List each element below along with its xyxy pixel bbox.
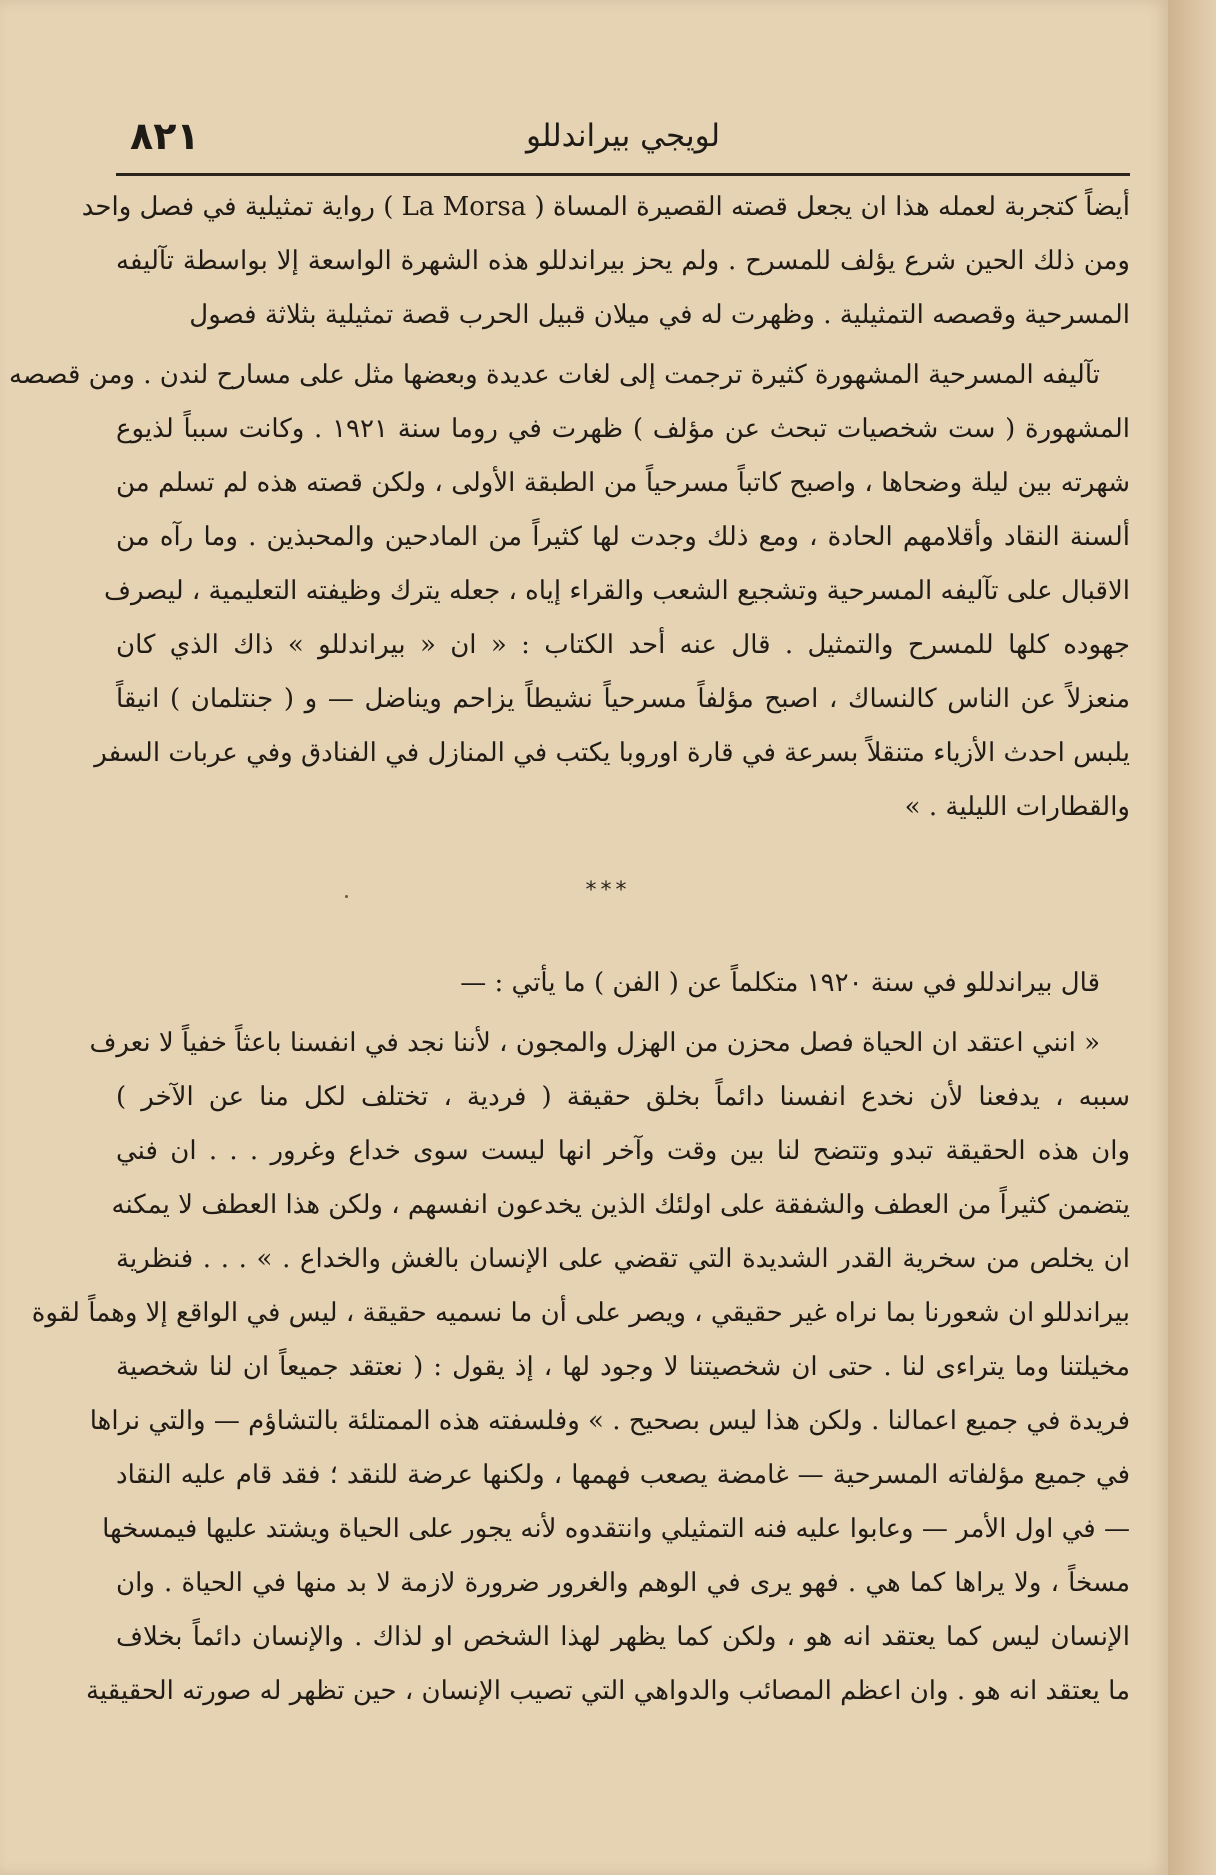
text-line: منعزلاً عن الناس كالنساك ، اصبح مؤلفاً مسرحياً نشيطاً يزاحم ويناضل — و ( جنتلمان ) انيقاً <box>116 684 1130 714</box>
text-line: تآليفه المسرحية المشهورة كثيرة ترجمت إلى لغات عديدة وبعضها مثل على مسارح لندن . ومن قصصه <box>8 360 1100 390</box>
text-line: المشهورة ( ست شخصيات تبحث عن مؤلف ) ظهرت في روما سنة ١٩٢١ . وكانت سبباً لذيوع <box>116 414 1130 444</box>
text-line: وان هذه الحقيقة تبدو وتتضح لنا بين وقت وآخر انها ليست سوى خداع وغرور . . . ان فني <box>116 1136 1130 1166</box>
text-line: شهرته بين ليلة وضحاها ، واصبح كاتباً مسرحياً من الطبقة الأولى ، ولكن قصته هذه لم تسلم من <box>116 468 1130 498</box>
text-line: مخيلتنا وما يتراءى لنا . حتى ان شخصيتنا لا وجود لها ، إذ يقول : ( نعتقد جميعاً ان لنا شخصية <box>116 1352 1130 1382</box>
running-title: لويجي بيراندللو <box>525 118 721 154</box>
book-gutter-edge <box>1168 0 1216 1875</box>
header-rule <box>116 173 1130 176</box>
text-line: يلبس احدث الأزياء متنقلاً بسرعة في قارة اوروبا يكتب في المنازل في الفنادق وفي عربات السفر <box>94 738 1130 768</box>
text-line: ان يخلص من سخرية القدر الشديدة التي تقضي على الإنسان بالغش والخداع . » . . . فنظرية <box>116 1244 1130 1274</box>
page-header <box>116 108 1130 168</box>
page-number: ٨٢١ <box>130 114 200 158</box>
text-line: يتضمن كثيراً من العطف والشفقة على اولئك الذين يخدعون انفسهم ، ولكن هذا العطف لا يمكنه <box>111 1190 1130 1220</box>
text-line: « انني اعتقد ان الحياة فصل محزن من الهزل والمجون ، لأننا نجد في انفسنا باعثاً خفياً لا نعرف <box>89 1028 1100 1058</box>
text-line: بيراندللو ان شعورنا بما نراه غير حقيقي ، ويصر على أن ما نسميه حقيقة ، ليس في الواقع إلا وهماً لقوة <box>31 1298 1130 1328</box>
text-line: أيضاً كتجربة لعمله هذا ان يجعل قصته القصيرة المساة ( La Morsa ) رواية تمثيلية في فصل واحد <box>81 192 1130 222</box>
text-line: سببه ، يدفعنا لأن نخدع انفسنا دائماً بخلق حقيقة ( فردية ، تختلف لكل منا عن الآخر ) <box>116 1082 1130 1112</box>
text-line: ألسنة النقاد وأقلامهم الحادة ، ومع ذلك وجدت لها كثيراً من المادحين والمحبذين . وما رآه من <box>116 522 1130 552</box>
text-line: جهوده كلها للمسرح والتمثيل . قال عنه أحد الكتاب : « ان « بيراندللو » ذاك الذي كان <box>116 630 1130 660</box>
text-line: ما يعتقد انه هو . وان اعظم المصائب والدواهي التي تصيب الإنسان ، حين تظهر له صورته الحقيقية <box>85 1676 1130 1706</box>
text-line: — في اول الأمر — وعابوا عليه فنه التمثيلي وانتقدوه لأنه يجور على الحياة ويشتد عليها فيمسخها <box>102 1514 1130 1544</box>
paragraph-3 <box>116 956 1130 1010</box>
paragraph-1 <box>81 180 1130 342</box>
text-line: قال بيراندللو في سنة ١٩٢٠ متكلماً عن ( الفن ) ما يأتي : — <box>460 968 1100 998</box>
text-line: والقطارات الليلية . » <box>904 792 1130 822</box>
section-separator: *** <box>585 878 631 903</box>
text-line: الإنسان ليس كما يعتقد انه هو ، ولكن كما يظهر لهذا الشخص او لذاك . والإنسان دائماً بخلاف <box>116 1622 1130 1652</box>
paragraph-4 <box>31 1016 1130 1718</box>
text-line: ومن ذلك الحين شرع يؤلف للمسرح . ولم يحز بيراندللو هذه الشهرة الواسعة إلا بواسطة تآليفه <box>116 246 1130 276</box>
paragraph-2 <box>8 348 1130 834</box>
text-line: في جميع مؤلفاته المسرحية — غامضة يصعب فهمها ، ولكنها عرضة للنقد ؛ فقد قام عليه النقاد <box>116 1460 1130 1490</box>
text-line: مسخاً ، ولا يراها كما هي . فهو يرى في الوهم والغرور ضرورة لازمة لا بد منها في الحياة . وان <box>116 1568 1130 1598</box>
text-line: فريدة في جميع اعمالنا . ولكن هذا ليس بصحيح . » وفلسفته هذه الممتلئة بالتشاؤم — والتي نراها <box>89 1406 1130 1436</box>
text-line: المسرحية وقصصه التمثيلية . وظهرت له في ميلان قبيل الحرب قصة تمثيلية بثلاثة فصول <box>189 300 1130 330</box>
text-line: الاقبال على تآليفه المسرحية وتشجيع الشعب والقراء إياه ، جعله يترك وظيفته التعليمية ، ليصرف <box>104 576 1130 606</box>
